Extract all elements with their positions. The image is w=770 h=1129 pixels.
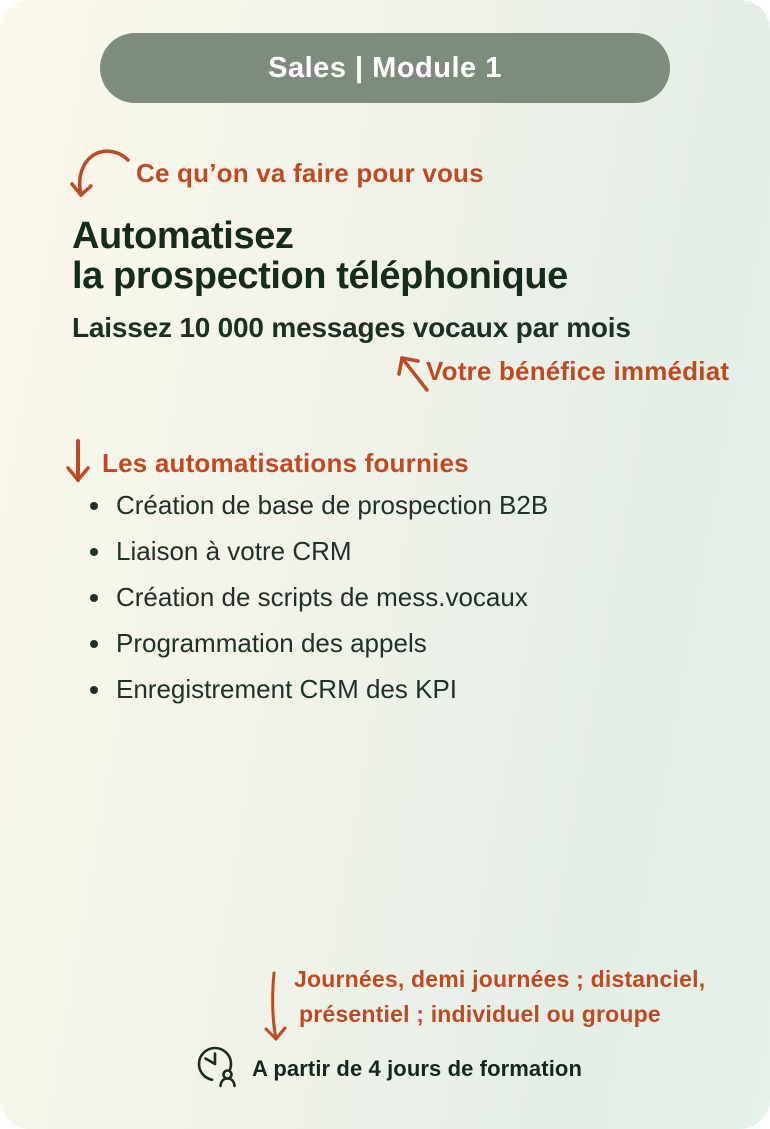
- list-item: Programmation des appels: [88, 630, 708, 657]
- annotation-automations-heading: Les automatisations fournies: [102, 448, 469, 478]
- footer-duration: A partir de 4 jours de formation: [252, 1056, 582, 1081]
- list-item: Enregistrement CRM des KPI: [88, 676, 708, 703]
- module-badge-label: Sales | Module 1: [268, 51, 502, 84]
- page-title: [72, 216, 568, 296]
- page-subtitle: Laissez 10 000 messages vocaux par mois: [72, 312, 631, 343]
- list-item: Création de scripts de mess.vocaux: [88, 584, 708, 611]
- page-title-line1: Automatisez: [72, 215, 294, 257]
- user-clock-icon: [196, 1045, 242, 1091]
- module-badge: [100, 33, 670, 103]
- arrow-down-icon: [64, 438, 94, 486]
- annotation-formats-line2: présentiel ; individuel ou groupe: [299, 1001, 661, 1027]
- annotation-what-we-do: Ce qu’on va faire pour vous: [136, 158, 484, 188]
- annotation-benefit: Votre bénéfice immédiat: [426, 356, 730, 386]
- automations-list: [88, 492, 708, 722]
- long-arrow-down-icon: [262, 970, 290, 1046]
- annotation-formats-line1: Journées, demi journées ; distanciel,: [294, 966, 706, 992]
- page-title-line2: la prospection téléphonique: [72, 255, 568, 297]
- curved-arrow-down-left-icon: [70, 148, 132, 206]
- list-item: Création de base de prospection B2B: [88, 492, 708, 519]
- list-item: Liaison à votre CRM: [88, 538, 708, 565]
